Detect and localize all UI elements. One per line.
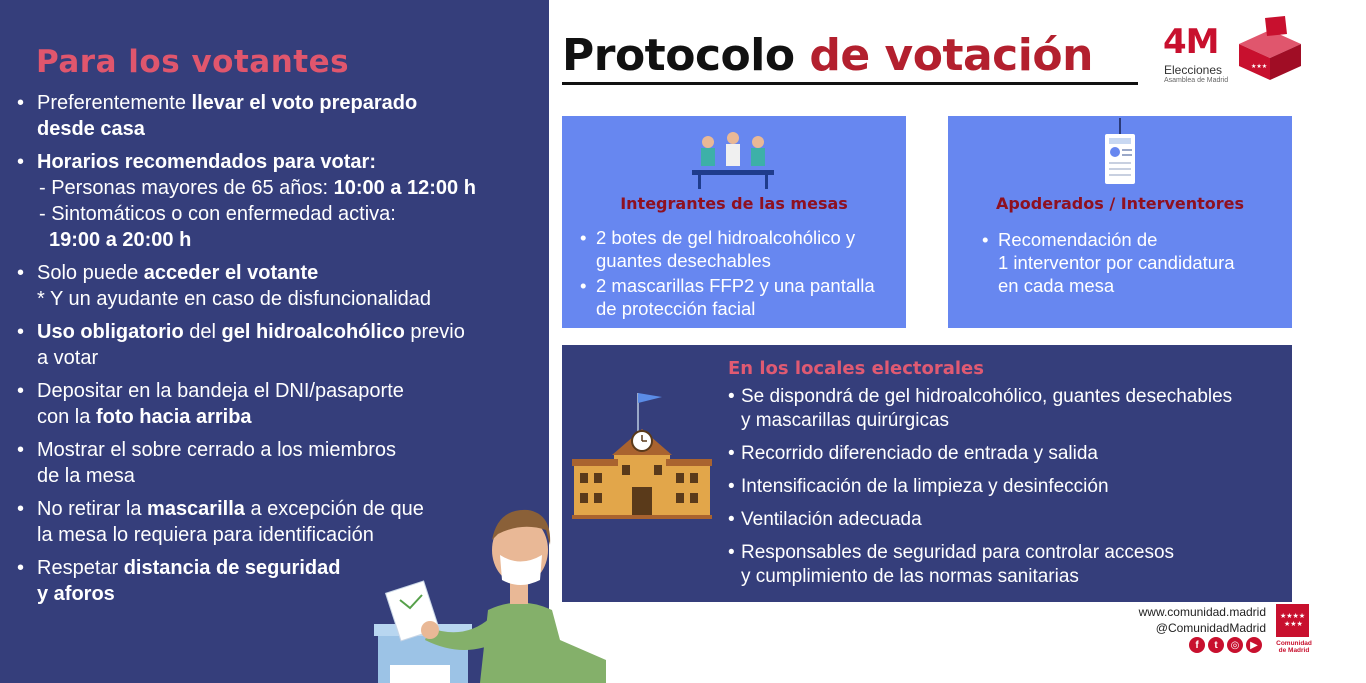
stars-icon bbox=[1276, 604, 1309, 637]
list-item: • Responsables de seguridad para controlar accesos y cumplimiento de las normas sanitarias bbox=[728, 542, 1175, 587]
locales-list bbox=[728, 385, 1288, 598]
title-underline bbox=[562, 82, 1138, 85]
school-building-icon bbox=[572, 389, 717, 519]
comunidad-madrid-label: Comunidad de Madrid bbox=[1276, 640, 1312, 654]
social-handle[interactable]: @ComunidadMadrid bbox=[1155, 621, 1266, 635]
bullet-icon: • bbox=[728, 443, 735, 464]
list-item: • Ventilación adecuada bbox=[728, 509, 922, 530]
id-badge-icon bbox=[1103, 118, 1137, 186]
card-locales bbox=[562, 345, 1292, 602]
locales-heading: En los locales electorales bbox=[728, 358, 984, 379]
instagram-icon[interactable]: ◎ bbox=[1227, 637, 1243, 653]
elections-logo: 4M Elecciones Asamblea de Madrid ★★★ bbox=[1163, 16, 1308, 88]
list-item: • No retirar la mascarilla a excepción de que la mesa lo requiera para identificación bbox=[17, 498, 424, 546]
list-item: • Preferentemente llevar el voto preparado desde casa bbox=[17, 92, 418, 140]
svg-text:★★★: ★★★ bbox=[1251, 63, 1268, 70]
list-item: • 2 botes de gel hidroalcohólico y guantes desechables bbox=[580, 227, 856, 271]
list-item: • 2 mascarillas FFP2 y una pantalla de protección facial bbox=[580, 275, 875, 319]
bullet-icon: • bbox=[17, 262, 25, 284]
youtube-icon[interactable]: ▶ bbox=[1246, 637, 1262, 653]
list-item: • Mostrar el sobre cerrado a los miembros de la mesa bbox=[17, 439, 397, 487]
bullet-icon: • bbox=[17, 321, 25, 343]
list-item: • Depositar en la bandeja el DNI/pasaporte con la foto hacia arriba bbox=[17, 380, 404, 428]
apoderados-heading: Apoderados / Interventores bbox=[995, 194, 1245, 213]
bullet-icon: • bbox=[728, 386, 735, 407]
bullet-icon: • bbox=[982, 229, 989, 250]
list-item: • Horarios recomendados para votar: - Personas mayores de 65 años: 10:00 a 12:00 h - Sintomáticos o con enfermedad activa: 19:00 a 20:00 h bbox=[17, 151, 476, 251]
comunidad-madrid-logo bbox=[1276, 604, 1309, 637]
svg-text:★★★★: ★★★★ bbox=[1280, 612, 1306, 620]
social-icons bbox=[1189, 637, 1262, 653]
bullet-icon: • bbox=[728, 476, 735, 497]
list-item: • Solo puede acceder el votante * Y un ayudante en caso de disfuncionalidad bbox=[17, 262, 432, 310]
list-item: • Se dispondrá de gel hidroalcohólico, guantes desechables y mascarillas quirúrgicas bbox=[728, 386, 1233, 431]
mesas-heading: Integrantes de las mesas bbox=[620, 194, 848, 213]
voters-panel bbox=[0, 0, 549, 683]
svg-text:★★★: ★★★ bbox=[1284, 620, 1303, 628]
mesas-list bbox=[580, 226, 900, 322]
list-item: • Respetar distancia de seguridad y aforos bbox=[17, 557, 341, 605]
bullet-icon: • bbox=[17, 439, 25, 461]
voters-title: Para los votantes bbox=[36, 44, 350, 80]
bullet-icon: • bbox=[17, 380, 25, 402]
bullet-icon: • bbox=[17, 151, 25, 173]
page-title: Protocolo de votación bbox=[562, 30, 1093, 81]
bullet-icon: • bbox=[17, 498, 25, 520]
bullet-icon: • bbox=[580, 227, 587, 248]
bullet-icon: • bbox=[17, 92, 25, 114]
bullet-icon: • bbox=[728, 509, 735, 530]
poll-table-icon bbox=[688, 128, 778, 190]
card-apoderados bbox=[948, 116, 1292, 328]
facebook-icon[interactable]: f bbox=[1189, 637, 1205, 653]
ballot-cube-icon bbox=[1235, 16, 1305, 80]
apoderados-list bbox=[982, 228, 1282, 299]
bullet-icon: • bbox=[728, 542, 735, 563]
list-item: • Uso obligatorio del gel hidroalcohólico previo a votar bbox=[17, 321, 465, 369]
bullet-icon: • bbox=[580, 275, 587, 296]
list-item: • Intensificación de la limpieza y desinfección bbox=[728, 476, 1109, 497]
website-link[interactable]: www.comunidad.madrid bbox=[1138, 605, 1266, 619]
card-mesas bbox=[562, 116, 906, 328]
footer-contact bbox=[1139, 604, 1266, 636]
list-item: • Recorrido diferenciado de entrada y salida bbox=[728, 443, 1098, 464]
list-item: • Recomendación de 1 interventor por candidatura en cada mesa bbox=[982, 229, 1235, 296]
bullet-icon: • bbox=[17, 557, 25, 579]
twitter-icon[interactable]: t bbox=[1208, 637, 1224, 653]
